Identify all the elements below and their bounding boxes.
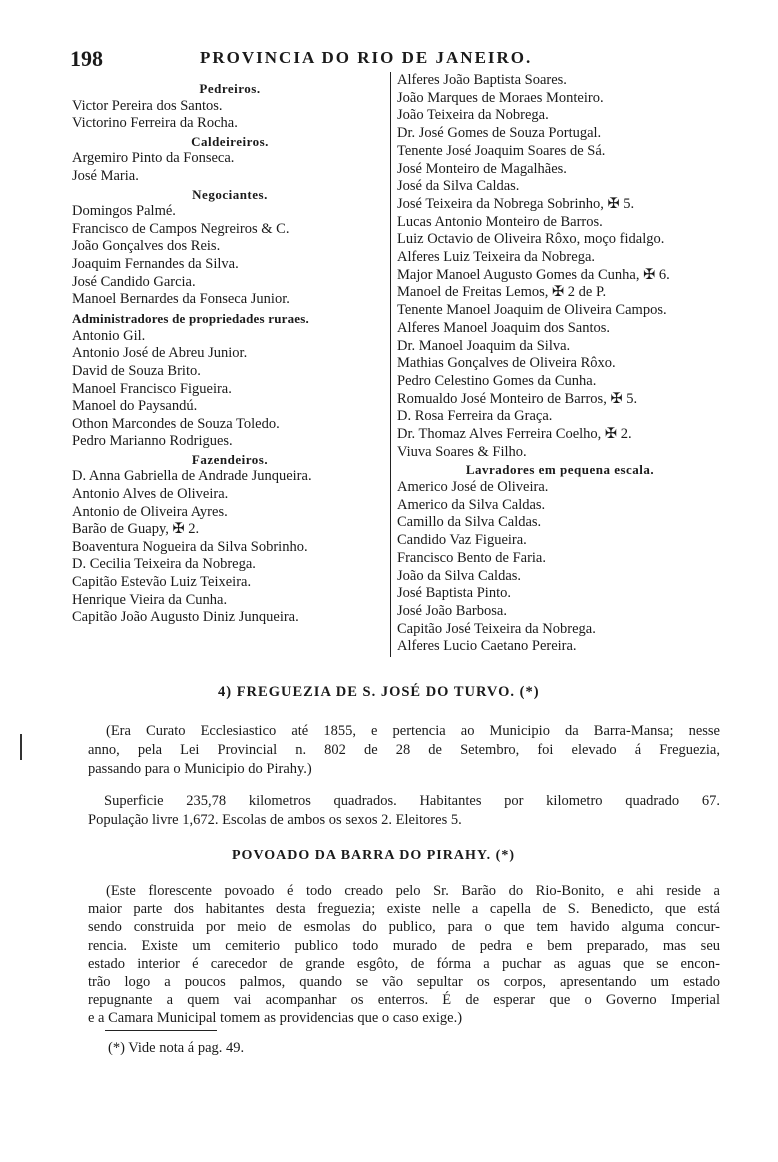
list-item: D. Anna Gabriella de Andrade Junqueira. [72,468,312,485]
list-item: Tenente Manoel Joaquim de Oliveira Campos. [397,302,667,319]
list-item: Dr. José Gomes de Souza Portugal. [397,125,602,142]
paragraph-line: maior parte dos habitantes desta freguezia; existe nelle a capella de S. Benedicto, que está [88,901,720,918]
list-item: José Maria. [72,167,139,184]
list-item: D. Cecilia Teixeira da Nobrega. [72,556,256,573]
list-item: João da Silva Caldas. [397,567,522,584]
list-item: Mathias Gonçalves de Oliveira Rôxo. [397,355,616,372]
freguezia-history [88,722,720,779]
list-item: Antonio Gil. [72,327,146,344]
list-item: Henrique Vieira da Cunha. [72,591,228,608]
list-item: Manoel Bernardes da Fonseca Junior. [72,291,290,308]
list-item: João Teixeira da Nobrega. [397,107,549,124]
heading-lavradores: Lavradores em pequena escala. [465,462,655,478]
list-item: Alferes Manoel Joaquim dos Santos. [397,319,611,336]
page-number: 198 [70,46,103,71]
paragraph-line: rencia. Existe um cemiterio publico todo murado de pedra e bem preparado, mas seu [88,937,720,954]
list-item: Manoel de Freitas Lemos, ✠ 2 de P. [397,284,607,301]
list-item: Francisco Bento de Faria. [397,549,546,566]
paragraph-line: anno, pela Lei Provincial n. 802 de 28 de Setembro, foi elevado á Freguezia, [88,742,720,758]
list-item: Manoel Francisco Figueira. [72,380,232,397]
povoado-title: POVOADO DA BARRA DO PIRAHY. (*) [232,848,515,863]
left-column [72,80,388,627]
list-item: Alferes Luiz Teixeira da Nobrega. [397,249,596,266]
list-item: Americo José de Oliveira. [397,479,549,496]
running-title: PROVINCIA DO RIO DE JANEIRO. [200,48,533,67]
footnote: (*) Vide nota á pag. 49. [108,1040,245,1056]
right-column [390,72,723,657]
paragraph-line: (Era Curato Ecclesiastico até 1855, e pertencia ao Municipio da Barra-Mansa; nesse [106,723,720,739]
paragraph-line: População livre 1,672. Escolas de ambos os sexos 2. Eleitores 5. [88,812,462,828]
heading-caldeireiros: Caldeireiros. [191,133,269,149]
paragraph-line: passando para o Municipio do Pirahy.) [88,761,312,777]
list-item: José Baptista Pinto. [397,585,511,602]
freguezia-title: 4) FREGUEZIA DE S. JOSÉ DO TURVO. (*) [218,684,540,700]
list-item: Capitão José Teixeira da Nobrega. [397,620,596,637]
list-item: Pedro Marianno Rodrigues. [72,433,233,450]
list-item: Americo da Silva Caldas. [397,496,546,513]
freguezia-stats [88,792,720,830]
list-item: José João Barbosa. [397,602,507,619]
heading-fazendeiros: Fazendeiros. [191,451,269,467]
page-header [70,46,710,72]
list-item: José da Silva Caldas. [397,178,520,195]
list-item: Antonio de Oliveira Ayres. [72,503,228,520]
list-item: Capitão João Augusto Diniz Junqueira. [72,609,299,626]
list-item: Antonio Alves de Oliveira. [72,486,229,503]
list-item: Othon Marcondes de Souza Toledo. [72,415,280,432]
footnote-divider [105,1030,217,1031]
list-item: Romualdo José Monteiro de Barros, ✠ 5. [397,390,638,407]
list-item: Luiz Octavio de Oliveira Rôxo, moço fidalgo. [397,231,665,248]
margin-mark [20,734,22,760]
list-item: Argemiro Pinto da Fonseca. [72,150,235,167]
list-item: Candido Vaz Figueira. [397,532,527,549]
list-item: Victor Pereira dos Santos. [72,97,223,114]
paragraph-line: repugnante a quem vai acompanhar os enterros. É de esperar que o Governo Imperial [88,992,720,1009]
paragraph-line: Superficie 235,78 kilometros quadrados. Habitantes por kilometro quadrado 67. [104,793,720,809]
list-item: Alferes Lucio Caetano Pereira. [397,638,577,655]
list-item: Boaventura Nogueira da Silva Sobrinho. [72,538,308,555]
heading-administradores: Administradores de propriedades ruraes. [72,310,309,326]
list-item: Alferes João Baptista Soares. [397,72,567,88]
list-item: Pedro Celestino Gomes da Cunha. [397,372,597,389]
list-item: Manoel do Paysandú. [72,398,198,415]
list-item: José Candido Garcia. [72,273,196,290]
list-item: Barão de Guapy, ✠ 2. [72,521,200,538]
list-item: Camillo da Silva Caldas. [397,514,542,531]
paragraph-line: (Este florescente povoado é todo creado pelo Sr. Barão do Rio-Bonito, e ahi reside a [106,883,720,899]
list-item: Dr. Manoel Joaquim da Silva. [397,337,571,354]
paragraph-line: sendo construida por meio de esmolas do publico, para o que tem havido alguma concur- [88,919,720,936]
list-item: Joaquim Fernandes da Silva. [72,255,239,272]
list-item: David de Souza Brito. [72,362,201,379]
list-item: Dr. Thomaz Alves Ferreira Coelho, ✠ 2. [397,426,632,443]
list-item: Tenente José Joaquim Soares de Sá. [397,142,606,159]
list-item: João Marques de Moraes Monteiro. [397,89,604,106]
paragraph-line: estado interior é carecedor de grande esgôto, de fórma a puchar as aguas que se encon- [88,955,720,972]
list-item: Francisco de Campos Negreiros & C. [72,220,290,237]
list-item: Antonio José de Abreu Junior. [72,345,248,362]
heading-pedreiros: Pedreiros. [199,81,261,96]
povoado-paragraph [88,882,720,1028]
list-item: José Monteiro de Magalhães. [397,160,567,177]
list-item: Capitão Estevão Luiz Teixeira. [72,574,252,591]
list-item: Lucas Antonio Monteiro de Barros. [397,213,603,230]
list-item: José Teixeira da Nobrega Sobrinho, ✠ 5. [397,195,635,212]
list-item: Domingos Palmé. [72,203,176,220]
list-item: D. Rosa Ferreira da Graça. [397,408,553,425]
list-item: João Gonçalves dos Reis. [72,238,221,255]
list-item: Viuva Soares & Filho. [397,443,527,460]
list-item: Major Manoel Augusto Gomes da Cunha, ✠ 6. [397,266,670,283]
paragraph-line: trão logo a poucos palmos, quando se vão sepultar os corpos, apresentando um estado [88,974,720,991]
list-item: Victorino Ferreira da Rocha. [72,115,238,132]
paragraph-line: e a Camara Municipal tomem as providencias que o caso exige.) [88,1010,463,1027]
heading-negociantes: Negociantes. [192,186,268,202]
